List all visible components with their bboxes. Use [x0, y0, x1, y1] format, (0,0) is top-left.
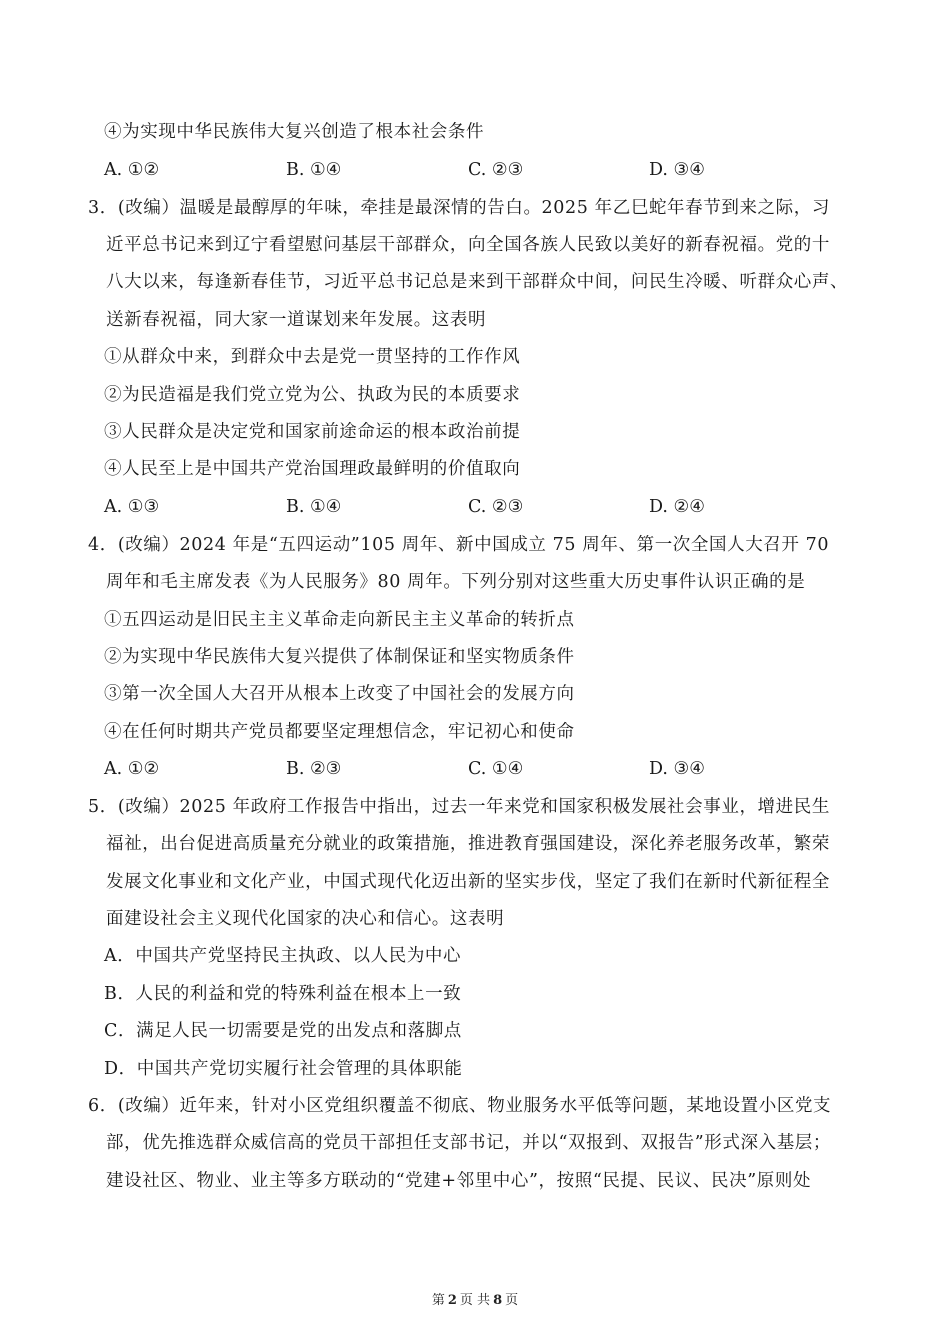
q5-stem-line-4: 面建设社会主义现代化国家的决心和信心。这表明: [106, 909, 505, 929]
q5-stem-line-2: 福祉，出台促进高质量充分就业的政策措施，推进教育强国建设，深化养老服务改革，繁荣: [106, 834, 830, 854]
q3-item-3: ③人民群众是决定党和国家前途命运的根本政治前提: [104, 422, 521, 442]
q3-stem-line-2: 近平总书记来到辽宁看望慰问基层干部群众，向全国各族人民致以美好的新春祝福。党的十: [106, 235, 830, 255]
q3-item-1: ①从群众中来，到群众中去是党一贯坚持的工作作风: [104, 347, 521, 367]
q4-option-b: B. ②③: [286, 759, 342, 779]
footer-page-number: 2: [447, 1293, 457, 1308]
footer-suffix: 页: [505, 1293, 519, 1308]
q6-stem-line-1: 6．(改编）近年来，针对小区党组织覆盖不彻底、物业服务水平低等问题，某地设置小区党支: [88, 1096, 832, 1116]
q4-option-c: C. ①④: [468, 759, 524, 779]
q2-option-c: C. ②③: [468, 160, 524, 180]
q4-item-1: ①五四运动是旧民主主义革命走向新民主主义革命的转折点: [104, 610, 575, 630]
q3-option-d: D. ②④: [649, 497, 705, 517]
q5-choice-d: D．中国共产党切实履行社会管理的具体职能: [104, 1059, 463, 1079]
q2-option-d: D. ③④: [649, 160, 705, 180]
q2-option-a: A. ①②: [104, 160, 160, 180]
q2-option-b: B. ①④: [286, 160, 342, 180]
q5-choice-c: C．满足人民一切需要是党的出发点和落脚点: [104, 1021, 462, 1041]
q3-option-a: A. ①③: [104, 497, 160, 517]
page-footer: [0, 1292, 950, 1310]
q4-option-a: A. ①②: [104, 759, 160, 779]
q3-option-b: B. ①④: [286, 497, 342, 517]
q3-stem-line-4: 送新春祝福，同大家一道谋划来年发展。这表明: [106, 310, 487, 330]
q5-choice-a: A．中国共产党坚持民主执政、以人民为中心: [104, 946, 462, 966]
q5-stem-line-3: 发展文化事业和文化产业，中国式现代化迈出新的坚实步伐，坚定了我们在新时代新征程全: [106, 872, 830, 892]
q2-item-4: ④为实现中华民族伟大复兴创造了根本社会条件: [104, 122, 485, 142]
q3-stem-line-3: 八大以来，每逢新春佳节，习近平总书记总是来到干部群众中间，问民生冷暖、听群众心声、: [106, 272, 849, 292]
q4-option-d: D. ③④: [649, 759, 705, 779]
q3-option-c: C. ②③: [468, 497, 524, 517]
footer-middle: 页 共: [459, 1293, 491, 1308]
q4-item-2: ②为实现中华民族伟大复兴提供了体制保证和坚实物质条件: [104, 647, 575, 667]
q3-item-2: ②为民造福是我们党立党为公、执政为民的本质要求: [104, 385, 521, 405]
q3-stem-line-1: 3．(改编）温暖是最醇厚的年味，牵挂是最深情的告白。2025 年乙巳蛇年春节到来之际，习: [88, 198, 830, 218]
q5-choice-b: B．人民的利益和党的特殊利益在根本上一致: [104, 984, 462, 1004]
q4-stem-line-2: 周年和毛主席发表《为人民服务》80 周年。下列分别对这些重大历史事件认识正确的是: [106, 572, 806, 592]
q6-stem-line-3: 建设社区、物业、业主等多方联动的“党建+邻里中心”，按照“民提、民议、民决”原则处: [106, 1171, 812, 1191]
q4-item-3: ③第一次全国人大召开从根本上改变了中国社会的发展方向: [104, 684, 575, 704]
footer-total-pages: 8: [493, 1293, 503, 1308]
q4-item-4: ④在任何时期共产党员都要坚定理想信念，牢记初心和使命: [104, 722, 575, 742]
q5-stem-line-1: 5．(改编）2025 年政府工作报告中指出，过去一年来党和国家积极发展社会事业，增进民生: [88, 797, 830, 817]
footer-prefix: 第: [431, 1293, 445, 1308]
q6-stem-line-2: 部，优先推选群众威信高的党员干部担任支部书记，并以“双报到、双报告”形式深入基层；: [106, 1133, 831, 1153]
q3-item-4: ④人民至上是中国共产党治国理政最鲜明的价值取向: [104, 459, 521, 479]
q4-stem-line-1: 4．(改编）2024 年是“五四运动”105 周年、新中国成立 75 周年、第一次全国人大召开 70: [88, 535, 830, 555]
